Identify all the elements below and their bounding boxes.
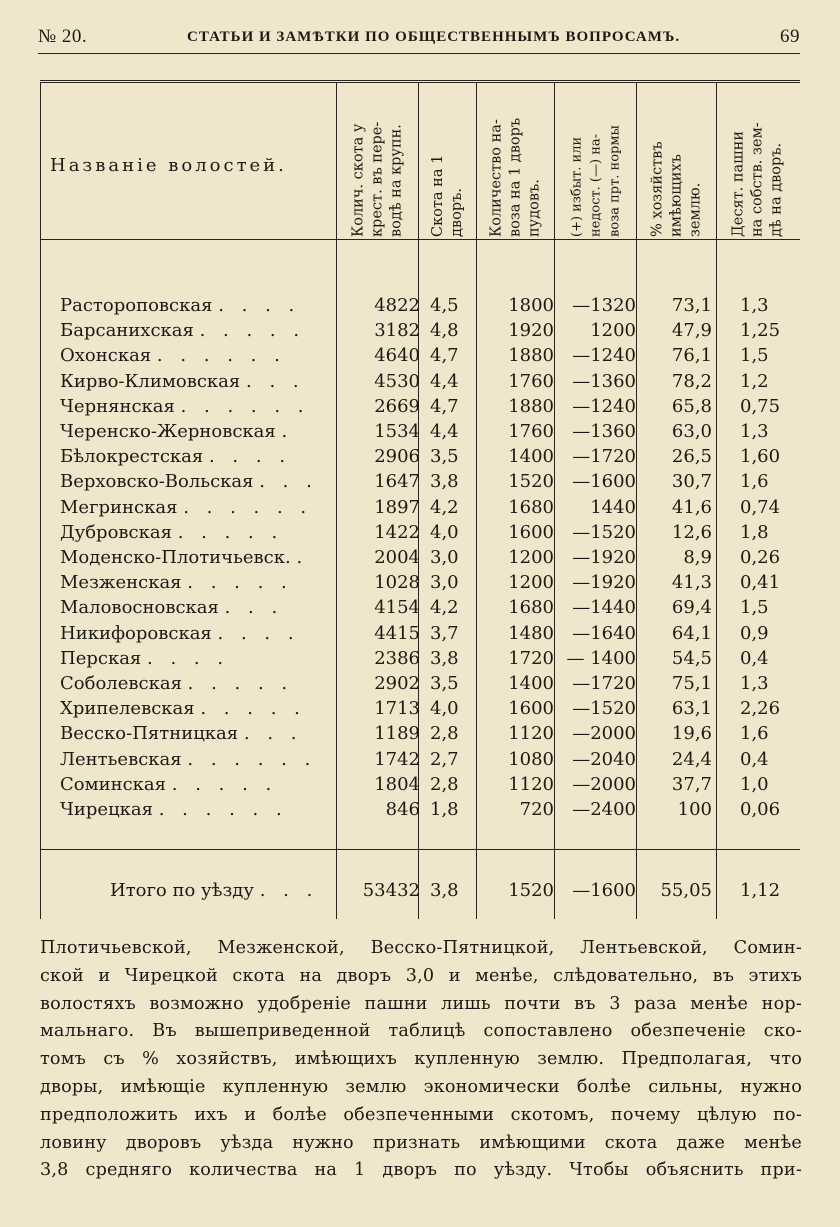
table-row — [40, 444, 800, 469]
cell-livestock: 2386 — [374, 647, 420, 669]
district-name: Лентьевская . . . . . . — [60, 748, 317, 770]
cell-land-owners: 41,6 — [671, 496, 712, 518]
cell-per-household: 3,5 — [430, 446, 459, 468]
cell-per-household: 4,0 — [430, 698, 459, 720]
cell-livestock: 1713 — [374, 698, 420, 720]
cell-per-household: 3,5 — [430, 673, 459, 694]
cell-per-household: 3,8 — [430, 471, 459, 493]
cell-arable: 1,5 — [740, 597, 769, 619]
text-line: волостяхъ возможно удобреніе пашни лишь почти въ 3 раза менѣе нор- — [40, 993, 802, 1014]
district-name: Чирецкая . . . . . . — [60, 799, 288, 820]
cell-land-owners: 100 — [677, 799, 712, 820]
cell-land-owners: 37,7 — [671, 773, 712, 795]
cell-surplus: —1720 — [572, 446, 636, 468]
table-row — [40, 469, 800, 494]
cell-arable: 0,26 — [740, 547, 781, 568]
table-row — [40, 318, 800, 343]
statistics-table — [40, 80, 800, 919]
cell-per-household: 4,2 — [430, 496, 459, 518]
cell-land-owners: 69,4 — [671, 597, 712, 619]
table-row — [40, 747, 800, 772]
cell-manure: 1800 — [508, 295, 554, 316]
body-text — [40, 935, 802, 1185]
cell-per-household: 4,8 — [430, 320, 459, 342]
district-name: Соболевская . . . . . — [60, 673, 294, 694]
table-row — [40, 369, 800, 394]
cell-arable: 1,3 — [740, 673, 769, 694]
district-name: Хрипелевская . . . . . — [60, 698, 306, 720]
text-line: томъ съ % хозяйствъ, имѣющихъ купленную землю. Предполагая, что — [40, 1049, 802, 1070]
running-header — [38, 22, 800, 52]
cell-surplus: —1920 — [572, 547, 636, 568]
cell-land-owners: 63,0 — [671, 421, 712, 442]
cell-per-household: 3,7 — [430, 622, 459, 644]
district-name: Мегринская . . . . . . — [60, 496, 313, 518]
cell-arable: 1,60 — [740, 446, 781, 468]
text-line: дворы, имѣющіе купленную землю экономически болѣе сильны, нужно — [40, 1076, 802, 1097]
cell-livestock: 1742 — [374, 748, 420, 770]
district-name: Никифоровская . . . . — [60, 622, 300, 644]
cell-arable: 1,6 — [740, 723, 769, 745]
column-header-per-household: Скота на 1 дворъ. — [430, 154, 465, 237]
district-name: Моденско-Плотичьевск. . — [60, 547, 309, 568]
header-bottom-rule — [40, 239, 800, 240]
cell-arable: 0,41 — [740, 572, 781, 594]
district-name: Перская . . . . — [60, 647, 230, 669]
cell-livestock: 4822 — [374, 295, 420, 316]
table-row — [40, 696, 800, 721]
cell-manure: 1680 — [508, 496, 554, 518]
column-header-manure: Количество на- воза на 1 дворъ пудовъ. — [488, 117, 543, 237]
cell-manure: 1880 — [508, 345, 554, 367]
cell-per-household: 2,8 — [430, 773, 459, 795]
text-line: предположить ихъ и болѣе обезпеченными скотомъ, почему цѣлую по- — [40, 1104, 802, 1125]
cell-arable: 1,25 — [740, 320, 781, 342]
cell-surplus: —2000 — [572, 723, 636, 745]
cell-livestock: 846 — [385, 799, 420, 820]
cell-manure: 1760 — [508, 421, 554, 442]
cell-arable: 0,4 — [740, 748, 769, 770]
cell-surplus: —1640 — [572, 622, 636, 644]
text-line: ской и Чирецкой скота на дворъ 3,0 и менѣе, слѣдовательно, въ этихъ — [40, 965, 802, 986]
cell-per-household: 2,7 — [430, 748, 459, 770]
district-name: Чернянская . . . . . . — [60, 395, 310, 417]
cell-surplus: 1440 — [590, 496, 636, 518]
total-surplus: —1600 — [572, 880, 636, 901]
text-line: Плотичьевской, Мезженской, Весско-Пятницкой, Лентьевской, Сомин- — [40, 938, 802, 958]
total-row — [40, 876, 800, 906]
cell-per-household: 3,0 — [430, 547, 459, 568]
cell-livestock: 4530 — [374, 370, 420, 392]
cell-livestock: 4415 — [374, 622, 420, 644]
cell-livestock: 2906 — [374, 446, 420, 468]
table-row — [40, 570, 800, 595]
cell-per-household: 1,8 — [430, 799, 459, 820]
column-header-name: Названіе волостей. — [50, 154, 287, 176]
district-name: Растороповская . . . . — [60, 295, 301, 316]
cell-manure: 1880 — [508, 395, 554, 417]
cell-land-owners: 8,9 — [683, 547, 712, 568]
cell-arable: 1,3 — [740, 295, 769, 316]
district-name: Охонская . . . . . . — [60, 345, 286, 367]
cell-land-owners: 64,1 — [671, 622, 712, 644]
cell-surplus: —1240 — [572, 395, 636, 417]
page-number: 69 — [780, 26, 800, 47]
cell-surplus: —2040 — [572, 748, 636, 770]
column-header-land-owners: % хозяйствъ имѣющихъ землю. — [649, 141, 704, 237]
total-top-rule — [40, 849, 800, 850]
cell-livestock: 1534 — [374, 421, 420, 442]
cell-livestock: 1028 — [374, 572, 420, 594]
cell-surplus: —1320 — [572, 295, 636, 316]
cell-surplus: 1200 — [590, 320, 636, 342]
cell-per-household: 4,0 — [430, 521, 459, 543]
cell-surplus: — 1400 — [566, 647, 636, 669]
cell-land-owners: 26,5 — [671, 446, 712, 468]
table-row — [40, 293, 800, 318]
cell-surplus: —1360 — [572, 370, 636, 392]
table-row — [40, 721, 800, 746]
cell-manure: 1920 — [508, 320, 554, 342]
cell-surplus: —1600 — [572, 471, 636, 493]
cell-land-owners: 63,1 — [671, 698, 712, 720]
table-row — [40, 646, 800, 671]
cell-manure: 1480 — [508, 622, 554, 644]
total-arable: 1,12 — [740, 880, 781, 901]
cell-surplus: —1920 — [572, 572, 636, 594]
cell-land-owners: 30,7 — [671, 471, 712, 493]
cell-manure: 1600 — [508, 521, 554, 543]
cell-livestock: 3182 — [374, 320, 420, 342]
cell-surplus: —1720 — [572, 673, 636, 694]
cell-arable: 0,4 — [740, 647, 769, 669]
cell-arable: 1,8 — [740, 521, 769, 543]
cell-surplus: —1240 — [572, 345, 636, 367]
cell-manure: 1120 — [508, 773, 554, 795]
cell-surplus: —1520 — [572, 521, 636, 543]
cell-land-owners: 76,1 — [671, 345, 712, 367]
cell-manure: 1120 — [508, 723, 554, 745]
total-per-household: 3,8 — [430, 880, 459, 901]
cell-land-owners: 19,6 — [671, 723, 712, 745]
cell-per-household: 4,4 — [430, 421, 459, 442]
table-row — [40, 520, 800, 545]
cell-per-household: 4,7 — [430, 395, 459, 417]
cell-land-owners: 65,8 — [671, 395, 712, 417]
table-row — [40, 419, 800, 444]
cell-livestock: 4640 — [374, 345, 420, 367]
cell-surplus: —1360 — [572, 421, 636, 442]
cell-land-owners: 54,5 — [671, 647, 712, 669]
cell-land-owners: 24,4 — [671, 748, 712, 770]
cell-land-owners: 12,6 — [671, 521, 712, 543]
district-name: Черенско-Жерновская . — [60, 421, 294, 442]
cell-land-owners: 47,9 — [671, 320, 712, 342]
cell-livestock: 1804 — [374, 773, 420, 795]
text-line: 3,8 средняго количества на 1 дворъ по уѣзду. Чтобы объяснить при- — [40, 1160, 802, 1181]
district-name: Весско-Пятницкая . . . — [60, 723, 303, 745]
district-name: Соминская . . . . . — [60, 773, 278, 795]
cell-manure: 720 — [519, 799, 554, 820]
cell-per-household: 2,8 — [430, 723, 459, 745]
cell-manure: 1200 — [508, 572, 554, 594]
table-row — [40, 343, 800, 368]
cell-surplus: —1440 — [572, 597, 636, 619]
cell-livestock: 1897 — [374, 496, 420, 518]
table-row — [40, 545, 800, 570]
cell-manure: 1720 — [508, 647, 554, 669]
cell-per-household: 3,8 — [430, 647, 459, 669]
cell-per-household: 4,4 — [430, 370, 459, 392]
total-label: Итого по уѣзду . . . — [110, 880, 319, 901]
cell-surplus: —2400 — [572, 799, 636, 820]
cell-manure: 1400 — [508, 673, 554, 694]
table-row — [40, 621, 800, 646]
table-row — [40, 772, 800, 797]
cell-manure: 1680 — [508, 597, 554, 619]
issue-number: № 20. — [38, 26, 88, 47]
cell-livestock: 4154 — [374, 597, 420, 619]
cell-per-household: 4,7 — [430, 345, 459, 367]
cell-livestock: 1189 — [374, 723, 420, 745]
district-name: Бѣлокрестская . . . . — [60, 446, 292, 468]
cell-surplus: —1520 — [572, 698, 636, 720]
cell-arable: 1,3 — [740, 421, 769, 442]
cell-land-owners: 41,3 — [671, 572, 712, 594]
cell-arable: 1,0 — [740, 773, 769, 795]
cell-surplus: —2000 — [572, 773, 636, 795]
cell-livestock: 2669 — [374, 395, 420, 417]
cell-manure: 1520 — [508, 471, 554, 493]
cell-land-owners: 75,1 — [671, 673, 712, 694]
cell-livestock: 1422 — [374, 521, 420, 543]
cell-arable: 1,6 — [740, 471, 769, 493]
table-row — [40, 394, 800, 419]
cell-livestock: 2902 — [374, 673, 420, 694]
total-manure: 1520 — [508, 880, 554, 901]
district-name: Барсанихская . . . . . — [60, 320, 306, 342]
cell-land-owners: 73,1 — [671, 295, 712, 316]
cell-arable: 1,2 — [740, 370, 769, 392]
cell-arable: 0,74 — [740, 496, 781, 518]
column-header-surplus: (+) избыт. или недост. (—) на- воза прт. нормы — [569, 125, 623, 237]
table-row — [40, 595, 800, 620]
cell-per-household: 3,0 — [430, 572, 459, 594]
section-title: СТАТЬИ И ЗАМѢТКИ ПО ОБЩЕСТВЕННЫМЪ ВОПРОСАМЪ. — [187, 28, 681, 45]
cell-manure: 1080 — [508, 748, 554, 770]
district-name: Мезженская . . . . . — [60, 572, 293, 594]
cell-land-owners: 78,2 — [671, 370, 712, 392]
table-row — [40, 671, 800, 696]
text-line: ловину дворовъ уѣзда нужно признать имѣющими скота даже менѣе — [40, 1132, 802, 1153]
total-land-owners: 55,05 — [660, 880, 712, 901]
cell-arable: 0,9 — [740, 622, 769, 644]
cell-manure: 1760 — [508, 370, 554, 392]
cell-arable: 2,26 — [740, 698, 781, 720]
district-name: Маловосновская . . . — [60, 597, 284, 619]
column-header-livestock: Колич. скота у крест. въ пере- водѣ на крупн. — [350, 121, 405, 237]
table-row — [40, 797, 800, 822]
district-name: Верховско-Вольская . . . — [60, 471, 318, 493]
cell-livestock: 1647 — [374, 471, 420, 493]
cell-arable: 1,5 — [740, 345, 769, 367]
cell-manure: 1200 — [508, 547, 554, 568]
column-header-arable: Десят. пашни на собств. зем- дѣ на дворъ. — [730, 122, 785, 237]
text-line: мальнаго. Въ вышеприведенной таблицѣ сопоставлено обезпеченіе ско- — [40, 1021, 802, 1042]
cell-livestock: 2004 — [374, 547, 420, 568]
header-rule — [38, 53, 800, 54]
cell-per-household: 4,5 — [430, 295, 459, 316]
cell-manure: 1400 — [508, 446, 554, 468]
district-name: Кирво-Климовская . . . — [60, 370, 305, 392]
cell-manure: 1600 — [508, 698, 554, 720]
table-row — [40, 495, 800, 520]
total-livestock: 53432 — [362, 880, 420, 901]
cell-per-household: 4,2 — [430, 597, 459, 619]
cell-arable: 0,06 — [740, 799, 781, 820]
cell-arable: 0,75 — [740, 395, 781, 417]
district-name: Дубровская . . . . . — [60, 521, 284, 543]
